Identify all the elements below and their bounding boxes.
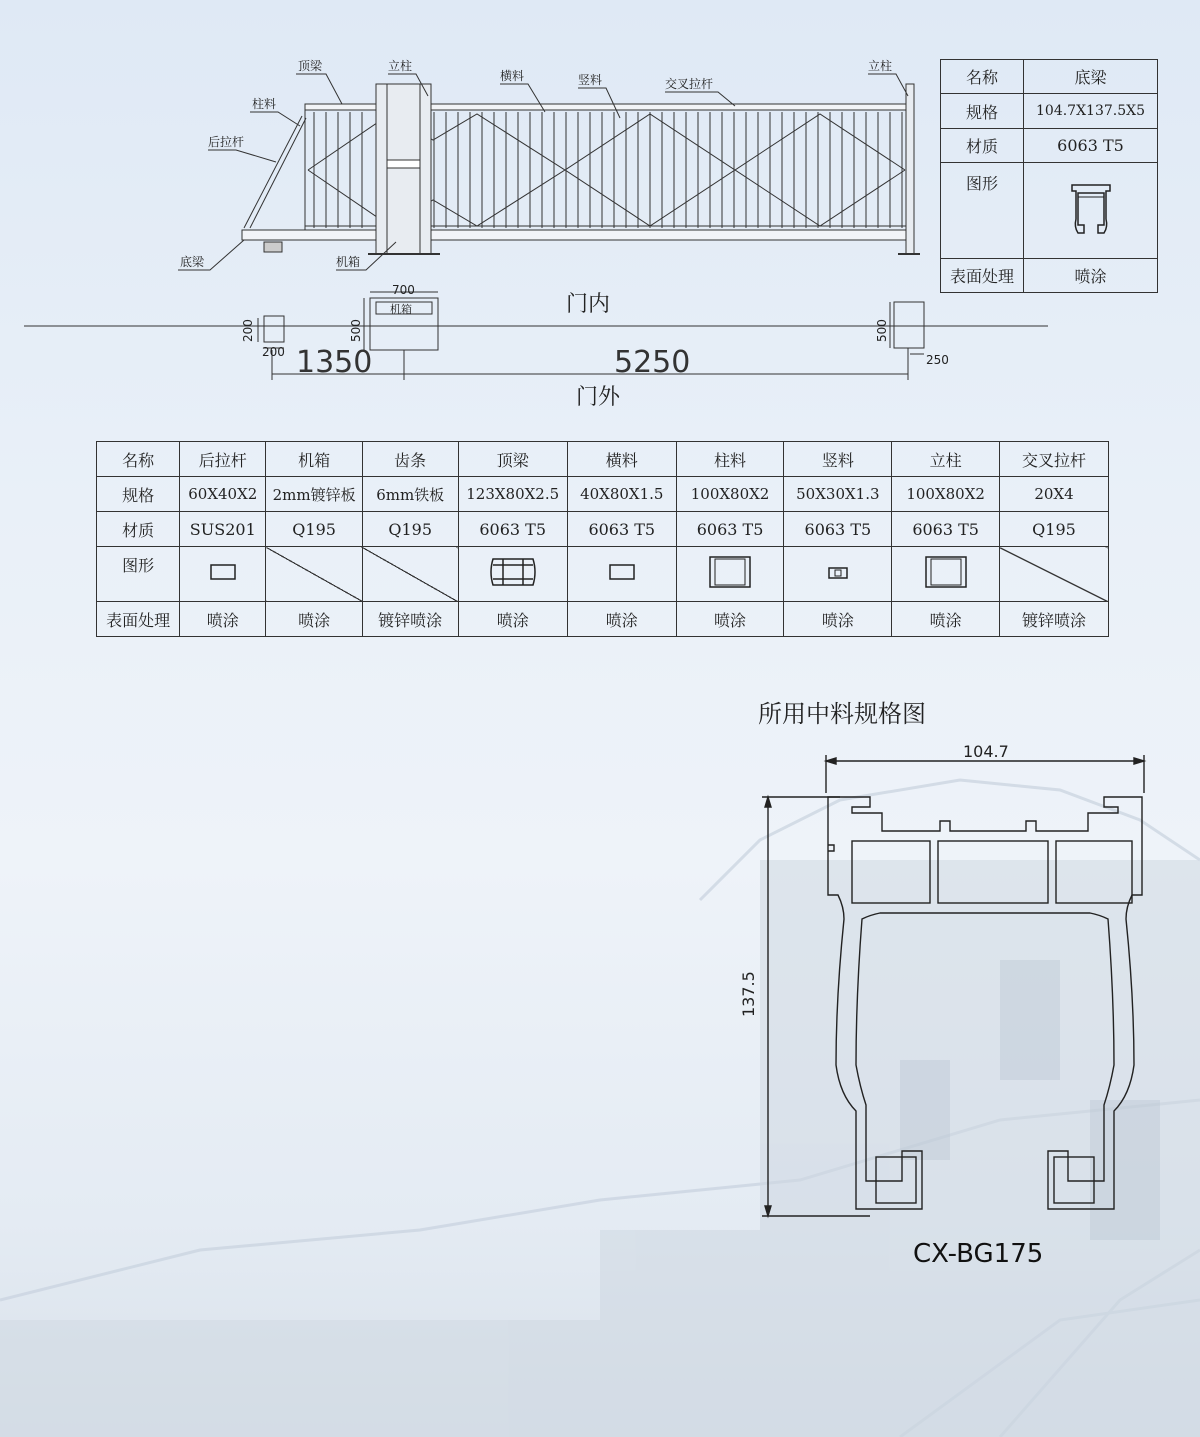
main-cell-name: 柱料 [676,442,784,477]
plan-view-drawing [0,280,1060,420]
main-cell-material: SUS201 [180,512,266,547]
profile-height-label: 137.5 [739,971,758,1017]
main-cell-name: 机箱 [266,442,362,477]
side-val-material: 6063 T5 [1024,129,1158,163]
side-key-name: 名称 [941,60,1024,94]
label-rail: 横料 [500,69,525,83]
plan-left-post-h: 200 [241,319,255,342]
main-cell-spec: 6mm铁板 [362,477,458,512]
main-cell-spec: 20X4 [999,477,1108,512]
main-cell-shape [892,547,1000,602]
main-cell-material: 6063 T5 [567,512,676,547]
label-bottom-beam: 底梁 [180,255,205,269]
main-cell-name: 后拉杆 [180,442,266,477]
profile-model-label: CX-BG175 [913,1239,1044,1269]
main-cell-spec: 50X30X1.3 [784,477,892,512]
square-tube-icon [708,555,752,589]
plan-box-width: 700 [392,283,415,297]
label-post-right: 立柱 [868,59,893,73]
plan-span-left: 1350 [296,345,373,380]
main-row-header-finish: 表面处理 [97,602,180,637]
main-cell-spec: 2mm镀锌板 [266,477,362,512]
main-cell-name: 立柱 [892,442,1000,477]
bottom-beam-shape-icon [1066,179,1116,239]
side-key-material: 材质 [941,129,1024,163]
main-cell-shape [676,547,784,602]
label-top-beam: 顶梁 [298,59,323,73]
side-val-name: 底梁 [1024,60,1158,94]
main-cell-material: Q195 [999,512,1108,547]
main-cell-material: 6063 T5 [458,512,567,547]
label-column: 柱料 [252,97,277,111]
plan-right-post-h: 500 [875,319,889,342]
main-cell-shape [999,547,1108,602]
main-cell-shape [567,547,676,602]
plan-outside-label: 门外 [576,385,621,410]
side-key-spec: 规格 [941,94,1024,129]
side-val-shape [1024,163,1158,259]
label-vertical-bar: 竖料 [578,73,603,87]
label-motor-box: 机箱 [336,255,361,269]
rect-tube-icon [609,564,635,580]
main-cell-spec: 100X80X2 [892,477,1000,512]
main-cell-name: 齿条 [362,442,458,477]
main-cell-shape [266,547,362,602]
main-cell-finish: 镀锌喷涂 [999,602,1108,637]
main-cell-finish: 喷涂 [180,602,266,637]
main-cell-finish: 喷涂 [784,602,892,637]
top-beam-shape-icon [487,555,539,589]
label-post-left: 立柱 [388,59,413,73]
main-cell-name: 交叉拉杆 [999,442,1108,477]
main-cell-name: 顶梁 [458,442,567,477]
small-tube-icon [827,566,849,580]
main-cell-finish: 喷涂 [676,602,784,637]
main-cell-name: 竖料 [784,442,892,477]
main-row-header-spec: 规格 [97,477,180,512]
profile-drawing [730,735,1170,1275]
main-cell-shape [180,547,266,602]
main-cell-shape [458,547,567,602]
side-key-finish: 表面处理 [941,259,1024,293]
plan-box-label: 机箱 [390,303,412,316]
plan-box-depth: 500 [349,319,363,342]
main-cell-spec: 100X80X2 [676,477,784,512]
main-cell-shape [362,547,458,602]
plan-inside-label: 门内 [566,292,611,317]
plan-span-main: 5250 [614,345,691,380]
main-cell-material: Q195 [266,512,362,547]
gate-elevation-drawing [0,0,940,300]
main-cell-material: 6063 T5 [676,512,784,547]
square-tube-icon [924,555,968,589]
main-row-header-material: 材质 [97,512,180,547]
main-cell-spec: 60X40X2 [180,477,266,512]
main-row-header-shape: 图形 [97,547,180,602]
main-cell-finish: 镀锌喷涂 [362,602,458,637]
label-rear-bar: 后拉杆 [208,135,245,149]
main-cell-material: 6063 T5 [892,512,1000,547]
profile-title: 所用中料规格图 [758,700,926,728]
main-cell-material: 6063 T5 [784,512,892,547]
main-cell-material: Q195 [362,512,458,547]
main-cell-shape [784,547,892,602]
plan-right-post-w: 250 [926,353,949,367]
side-val-finish: 喷涂 [1024,259,1158,293]
plan-left-post-w: 200 [262,345,285,359]
main-row-header-name: 名称 [97,442,180,477]
rect-tube-icon [210,564,236,580]
main-cell-spec: 40X80X1.5 [567,477,676,512]
bottom-beam-spec-table [940,59,1158,293]
label-cross-bar: 交叉拉杆 [665,77,714,91]
main-cell-finish: 喷涂 [458,602,567,637]
component-spec-table [96,441,1109,637]
main-cell-spec: 123X80X2.5 [458,477,567,512]
side-key-shape: 图形 [941,163,1024,259]
main-cell-finish: 喷涂 [266,602,362,637]
side-val-spec: 104.7X137.5X5 [1024,94,1158,129]
main-cell-finish: 喷涂 [567,602,676,637]
main-cell-finish: 喷涂 [892,602,1000,637]
main-cell-name: 横料 [567,442,676,477]
profile-width-label: 104.7 [963,742,1009,761]
